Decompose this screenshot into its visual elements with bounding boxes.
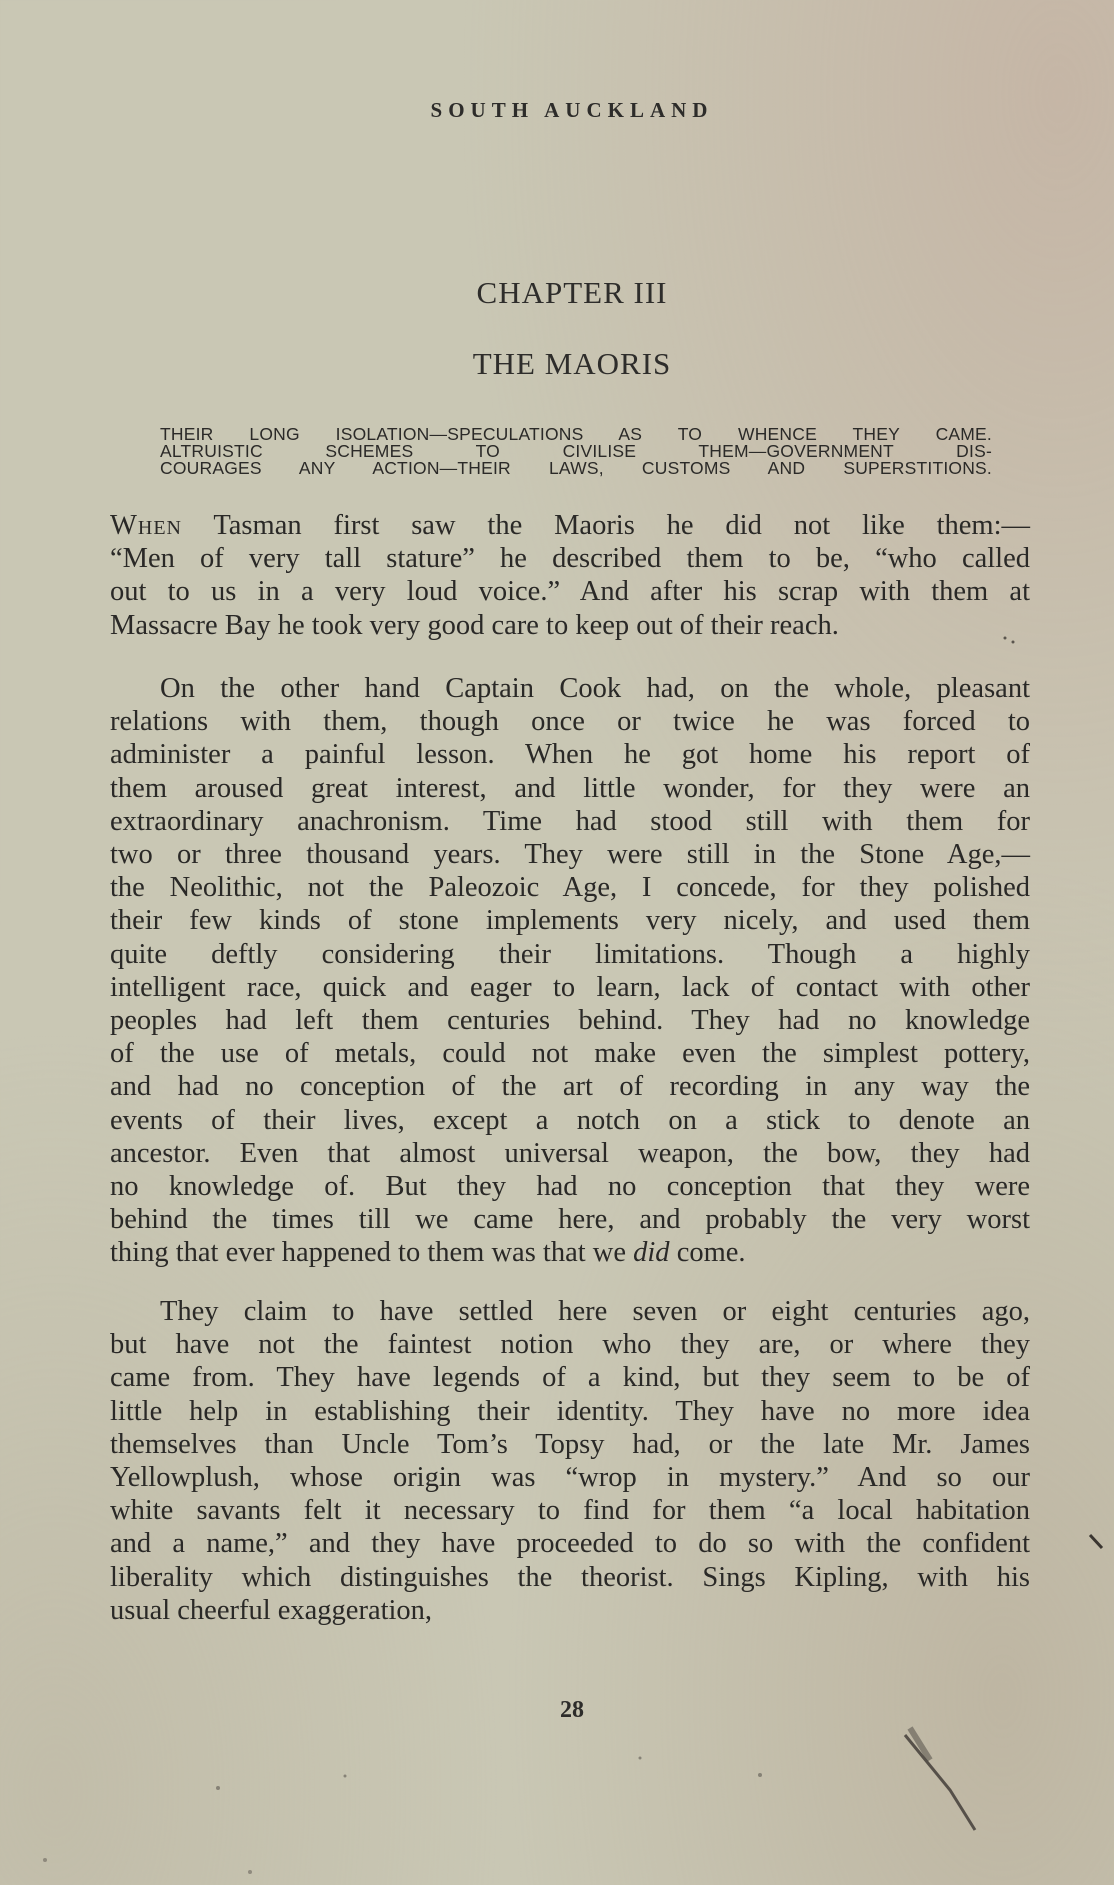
paragraph-2: [110, 672, 1030, 1270]
speck: [758, 1773, 762, 1777]
chapter-title: THE MAORIS: [472, 346, 672, 381]
paragraph-line: intelligent race, quick and eager to learn, lack of contact with other: [110, 971, 1030, 1003]
paragraph-line: peoples had left them centuries behind. They had no knowledge: [110, 1005, 1030, 1037]
paragraph-line: relations with them, though once or twice he was forced to: [110, 706, 1030, 738]
paragraph-line: the Neolithic, not the Paleozoic Age, I concede, for they polished: [110, 872, 1030, 904]
paragraph-line: events of their lives, except a notch on a stick to denote an: [110, 1104, 1030, 1136]
paragraph-line: usual cheerful exaggeration,: [110, 1594, 433, 1626]
paragraph-line: They claim to have settled here seven or eight centuries ago,: [160, 1296, 1030, 1327]
paragraph-line: [110, 509, 1030, 542]
paragraph-line: and had no conception of the art of recording in any way the: [110, 1071, 1030, 1103]
opening-word: When: [110, 510, 183, 541]
paragraph-line: out to us in a very loud voice.” And after his scrap with them at: [110, 576, 1030, 608]
chapter-number: CHAPTER III: [476, 275, 668, 310]
paragraph-line: little help in establishing their identity. They have no more idea: [110, 1395, 1030, 1427]
speck: [216, 1786, 220, 1790]
speck: [639, 1757, 642, 1760]
paragraph-line: extraordinary anachronism. Time had stood still with them for: [110, 805, 1030, 837]
paragraph-line: Massacre Bay he took very good care to keep out of their reach.: [110, 609, 839, 641]
paragraph-line-text: Tasman first saw the Maoris he did not like them:—: [182, 510, 1030, 541]
paragraph-line: came from. They have legends of a kind, but they seem to be of: [110, 1362, 1030, 1394]
paragraph-line: white savants felt it necessary to find for them “a local habitation: [110, 1495, 1030, 1527]
emphasis-word: did: [633, 1237, 670, 1269]
paragraph-line: themselves than Uncle Tom’s Topsy had, or the late Mr. James: [110, 1428, 1030, 1460]
ink-mark: [905, 1735, 975, 1830]
running-head: SOUTH AUCKLAND: [430, 98, 714, 122]
paragraph-1: [110, 509, 1030, 642]
paragraph-line: Yellowplush, whose origin was “wrop in mystery.” And so our: [110, 1462, 1030, 1494]
chapter-summary: [160, 426, 992, 477]
speck: [344, 1775, 347, 1778]
paragraph-line: of the use of metals, could not make even the simplest pottery,: [110, 1038, 1030, 1070]
paragraph-line: but have not the faintest notion who they are, or where they: [110, 1329, 1030, 1361]
paragraph-line: no knowledge of. But they had no conception that they were: [110, 1171, 1030, 1203]
summary-line: THEIR LONG ISOLATION—SPECULATIONS AS TO WHENCE THEY CAME.: [160, 424, 992, 444]
paragraph-line: their few kinds of stone implements very nicely, and used them: [110, 905, 1030, 937]
ink-mark: [1090, 1535, 1102, 1548]
paragraph-line: liberality which distinguishes the theorist. Sings Kipling, with his: [110, 1561, 1030, 1593]
paragraph-line: two or three thousand years. They were still in the Stone Age,—: [110, 839, 1030, 871]
paragraph-line: ancestor. Even that almost universal weapon, the bow, they had: [110, 1137, 1030, 1169]
speck: [43, 1858, 47, 1862]
paragraph-line: administer a painful lesson. When he got home his report of: [110, 739, 1030, 771]
speck: [248, 1870, 252, 1874]
paragraph-3: [110, 1295, 1030, 1627]
ink-mark: [910, 1728, 930, 1760]
paragraph-line: [110, 1236, 1030, 1269]
summary-line: COURAGES ANY ACTION—THEIR LAWS, CUSTOMS AND SUPERSTITIONS.: [160, 458, 992, 478]
summary-line: ALTRUISTIC SCHEMES TO CIVILISE THEM—GOVERNMENT DIS-: [160, 441, 992, 461]
paragraph-line: On the other hand Captain Cook had, on the whole, pleasant: [160, 673, 1030, 704]
paragraph-line: behind the times till we came here, and probably the very worst: [110, 1204, 1030, 1236]
paragraph-line: them aroused great interest, and little wonder, for they were an: [110, 772, 1030, 804]
paragraph-line-text: thing that ever happened to them was that we: [110, 1237, 634, 1269]
paragraph-line: quite deftly considering their limitations. Though a highly: [110, 938, 1030, 970]
paragraph-line: and a name,” and they have proceeded to do so with the confident: [110, 1528, 1030, 1560]
paragraph-line: “Men of very tall stature” he described them to be, “who called: [110, 543, 1030, 575]
page-number: 28: [560, 1697, 584, 1723]
paragraph-line-text: come.: [669, 1237, 746, 1269]
